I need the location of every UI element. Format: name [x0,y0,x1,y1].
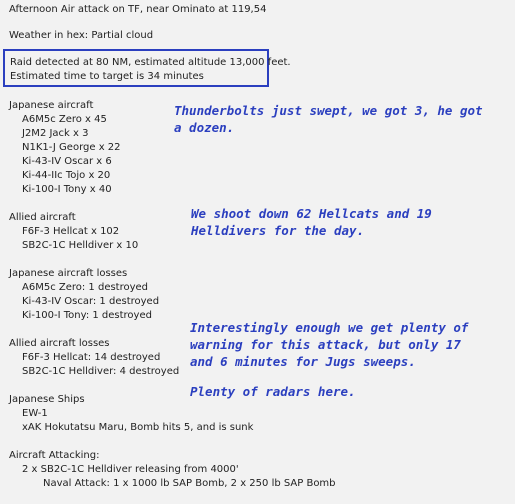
list-item: A6M5c Zero x 45 [22,114,107,125]
annotation-radars: Plenty of radars here. [190,384,356,399]
annotation-shootdowns: We shoot down 62 Hellcats and 19 Helldivers for the day. [191,206,432,238]
list-item: Ki-100-I Tony: 1 destroyed [22,310,152,321]
report-title: Afternoon Air attack on TF, near Ominato at 119,54 [9,4,267,15]
weather-line: Weather in hex: Partial cloud [9,30,154,41]
list-item: SB2C-1C Helldiver x 10 [22,240,139,251]
japanese-aircraft-header: Japanese aircraft [9,100,94,111]
list-item: Ki-43-IV Oscar x 6 [22,156,112,167]
list-item: F6F-3 Hellcat: 14 destroyed [22,352,161,363]
list-item: F6F-3 Hellcat x 102 [22,226,120,237]
list-item: Ki-100-I Tony x 40 [22,184,112,195]
japanese-ships-header: Japanese Ships [9,394,85,405]
list-item: xAK Hokutatsu Maru, Bomb hits 5, and is sunk [22,422,254,433]
attacking-detail: 2 x SB2C-1C Helldiver releasing from 4000' [22,464,239,475]
aircraft-attacking-header: Aircraft Attacking: [9,450,100,461]
annotation-warning-times: Interestingly enough we get plenty of warning for this attack, but only 17 and 6 minutes for Jugs sweeps. [190,320,469,369]
list-item: Ki-43-IV Oscar: 1 destroyed [22,296,160,307]
list-item: J2M2 Jack x 3 [22,128,89,139]
time-to-target-line: Estimated time to target is 34 minutes [10,71,204,82]
list-item: SB2C-1C Helldiver: 4 destroyed [22,366,180,377]
list-item: A6M5c Zero: 1 destroyed [22,282,149,293]
list-item: Ki-44-IIc Tojo x 20 [22,170,111,181]
annotation-thunderbolts: Thunderbolts just swept, we got 3, he got a dozen. [174,103,483,135]
japanese-losses-header: Japanese aircraft losses [9,268,128,279]
naval-attack-detail: Naval Attack: 1 x 1000 lb SAP Bomb, 2 x 250 lb SAP Bomb [43,478,336,489]
allied-losses-header: Allied aircraft losses [9,338,110,349]
raid-detected-line: Raid detected at 80 NM, estimated altitude 13,000 feet. [10,57,291,68]
list-item: N1K1-J George x 22 [22,142,121,153]
list-item: EW-1 [22,408,48,419]
allied-aircraft-header: Allied aircraft [9,212,76,223]
